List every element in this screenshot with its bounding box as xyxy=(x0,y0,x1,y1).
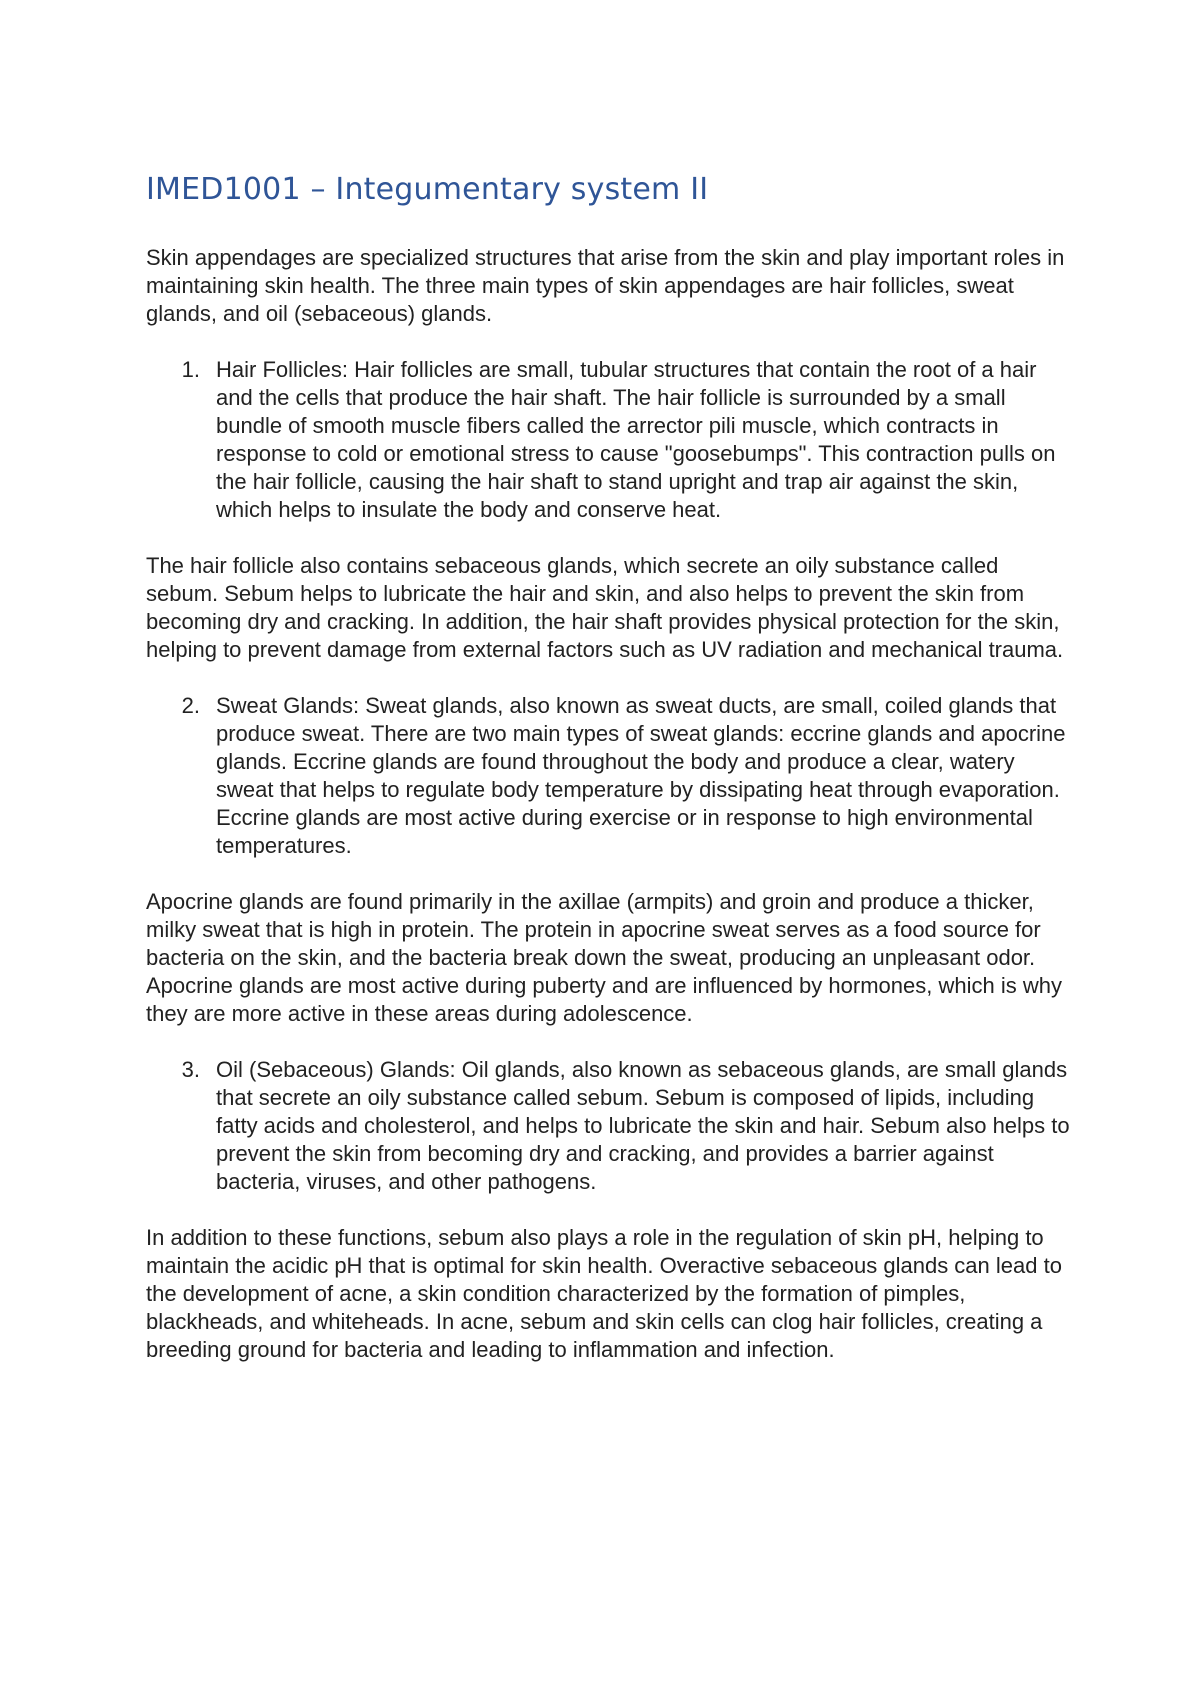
list-item-number: 1. xyxy=(181,357,200,382)
hair-follicles-followup-paragraph: The hair follicle also contains sebaceous glands, which secrete an oily substance called sebum. Sebum helps to lubricate the hair and skin, and also helps to prevent the skin from becoming dry and cracking. In addition, the hair shaft provides physical protection for the skin, helping to prevent damage from external factors such as UV radiation and mechanical trauma. xyxy=(146,553,1064,662)
list-item-number: 2. xyxy=(181,693,200,718)
document-title: IMED1001 – Integumentary system II xyxy=(146,172,709,207)
list-item-text: Hair Follicles: Hair follicles are small, tubular structures that contain the root of a hair and the cells that produce the hair shaft. The hair follicle is surrounded by a small bundle of smooth muscle fibers called the arrector pili muscle, which contracts in response to cold or emotional stress to cause "goosebumps". This contraction pulls on the hair follicle, causing the hair shaft to stand upright and trap air against the skin, which helps to insulate the body and conserve heat. xyxy=(216,357,1056,522)
document-body xyxy=(146,166,1071,1392)
list-item-text: Oil (Sebaceous) Glands: Oil glands, also known as sebaceous glands, are small glands that secrete an oily substance called sebum. Sebum is composed of lipids, including fatty acids and cholesterol, and helps to lubricate the skin and hair. Sebum also helps to prevent the skin from becoming dry and cracking, and provides a barrier against bacteria, viruses, and other pathogens. xyxy=(216,1057,1070,1194)
intro-paragraph: Skin appendages are specialized structures that arise from the skin and play important roles in maintaining skin health. The three main types of skin appendages are hair follicles, sweat glands, and oil (sebaceous) glands. xyxy=(146,245,1065,326)
sweat-glands-followup-paragraph: Apocrine glands are found primarily in the axillae (armpits) and groin and produce a thicker, milky sweat that is high in protein. The protein in apocrine sweat serves as a food source for bacteria on the skin, and the bacteria break down the sweat, producing an unpleasant odor. Apocrine glands are most active during puberty and are influenced by hormones, which is why they are more active in these areas during adolescence. xyxy=(146,889,1062,1026)
list-item-oil-glands xyxy=(146,1056,1071,1196)
oil-glands-followup-paragraph: In addition to these functions, sebum also plays a role in the regulation of skin pH, helping to maintain the acidic pH that is optimal for skin health. Overactive sebaceous glands can lead to the development of acne, a skin condition characterized by the formation of pimples, blackheads, and whiteheads. In acne, sebum and skin cells can clog hair follicles, creating a breeding ground for bacteria and leading to inflammation and infection. xyxy=(146,1225,1062,1362)
list-item-number: 3. xyxy=(181,1057,200,1082)
list-item-text: Sweat Glands: Sweat glands, also known as sweat ducts, are small, coiled glands that produce sweat. There are two main types of sweat glands: eccrine glands and apocrine glands. Eccrine glands are found throughout the body and produce a clear, watery sweat that helps to regulate body temperature by dissipating heat through evaporation. Eccrine glands are most active during exercise or in response to high environmental temperatures. xyxy=(216,693,1066,858)
list-item-sweat-glands xyxy=(146,692,1071,860)
list-item-hair-follicles xyxy=(146,356,1071,524)
